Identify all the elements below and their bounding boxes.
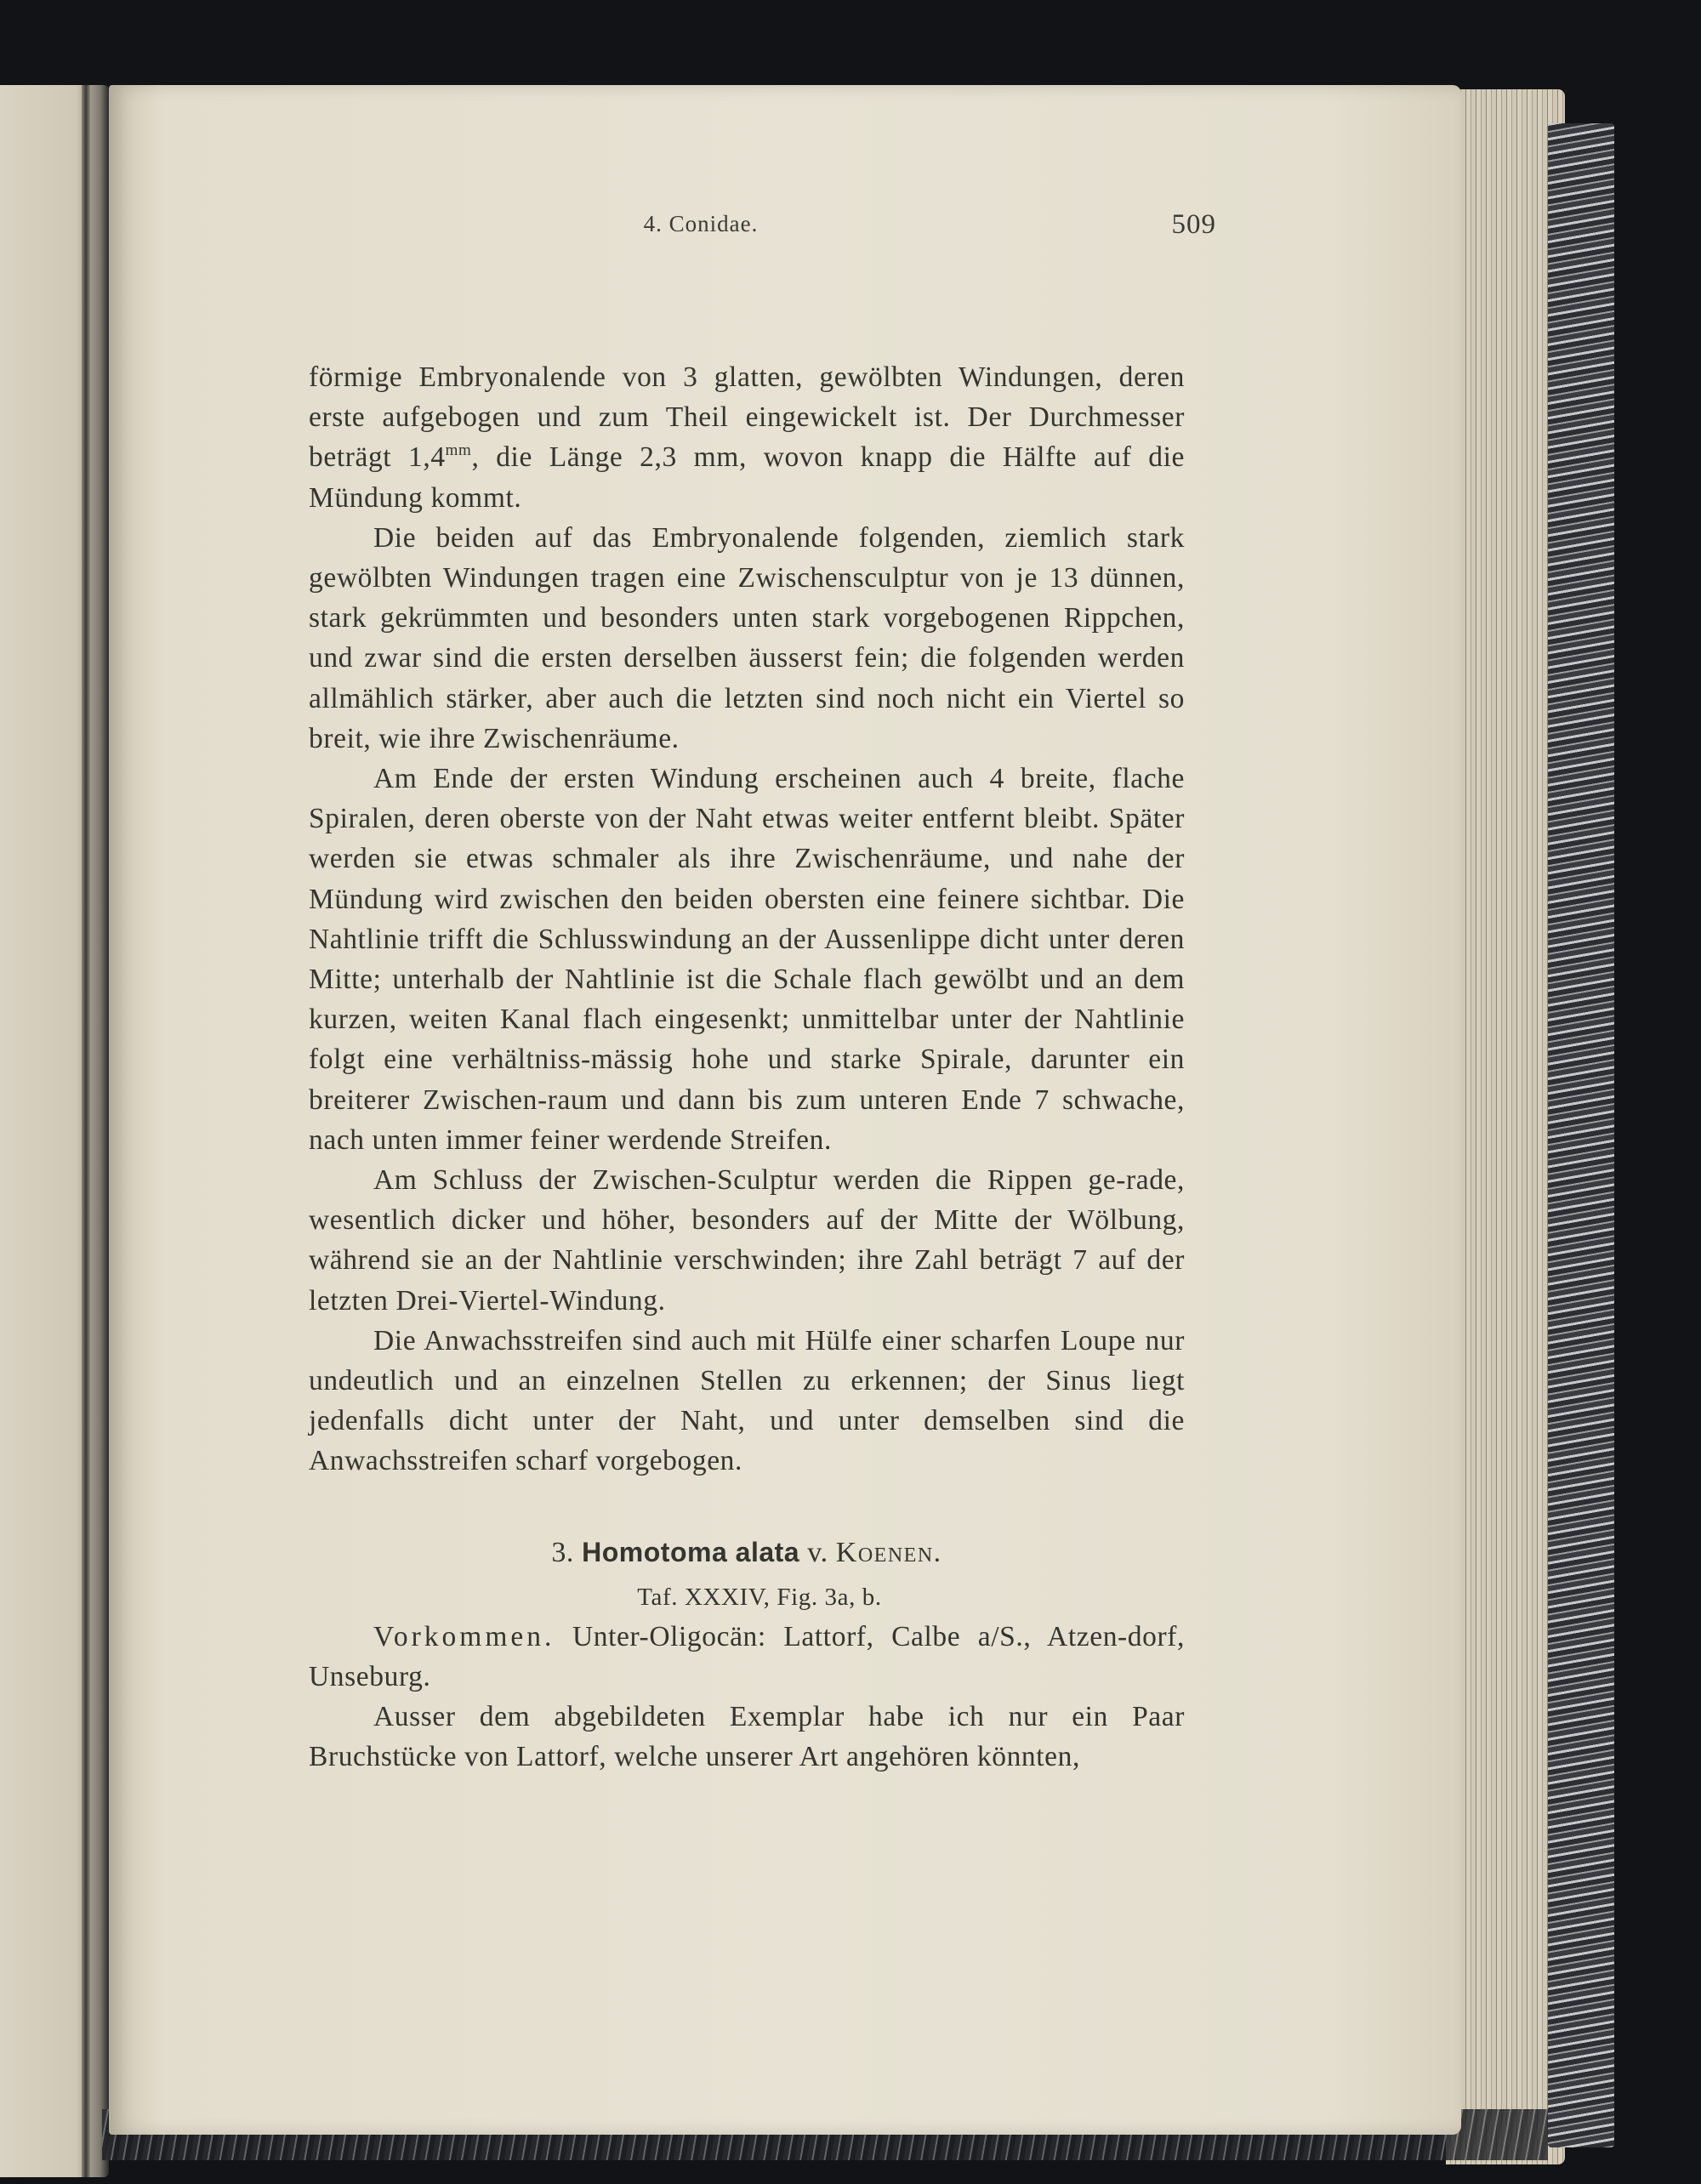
paragraph-3: Am Ende der ersten Windung erscheinen auch 4 breite, flache Spiralen, deren oberste von der Naht etwas weiter entfernt bleibt. Später werden sie etwas schmaler als ihre Zwischenräume, und nahe der Mündung wird zwischen den beiden obersten eine feinere sichtbar. Die Nahtlinie trifft die Schlusswindung an der Aussenlippe dicht unter deren Mitte; unterhalb der Nahtlinie ist die Schale flach gewölbt und an dem kurzen, weiten Kanal flach eingesenkt; unmittelbar unter der Nahtlinie folgt eine verhältniss-mässig hohe und starke Spirale, darunter ein breiterer Zwischen-raum und dann bis zum unteren Ende 7 schwache, nach unten immer feiner werdende Streifen. [309,763,1185,1156]
paragraph-2: Die beiden auf das Embryonalende folgenden, ziemlich stark gewölbten Windungen tragen eine Zwischensculptur von je 13 dünnen, stark gekrümmten und besonders unten stark vorgebogenen Rippchen, und zwar sind die ersten derselben äusserst fein; die folgenden werden allmählich stärker, aber auch die letzten sind noch nicht ein Viertel so breit, wie ihre Zwischenräume. [309,521,1185,754]
page-number: 509 [1171,209,1216,240]
marbled-cover-edge [1548,123,1614,2147]
paragraph-1-text-a: förmige Embryonalende von 3 glatten, gewölbten Windungen, deren erste aufgebogen und zum Theil eingewickelt ist. Der Durchmesser beträgt 1,4 [309,361,1185,474]
running-head [185,211,1216,245]
unit-superscript: mm [445,441,472,460]
section-title: 4. Conidae. [643,211,759,236]
author-prefix: v. [807,1536,828,1568]
page-stack-edge [1446,89,1565,2164]
paragraph-5: Die Anwachsstreifen sind auch mit Hülfe einer scharfen Loupe nur undeutlich und an einzelnen Stellen zu erkennen; der Sinus liegt jedenfalls dicht unter der Naht, und unter demselben sind die Anwachsstreifen scharf vorgebogen. [309,1324,1185,1477]
species-heading [309,1531,1185,1574]
page-body [309,357,1185,1777]
plate-reference: Taf. XXXIV, Fig. 3a, b. [637,1583,882,1611]
species-name: Homotoma alata [582,1536,800,1567]
paragraph-1 [309,357,1185,518]
species-author: Koenen. [835,1536,942,1568]
paragraph-1-text-b: , die Länge 2,3 mm, wovon knapp die Hälfte auf die Mündung kommt. [309,441,1185,514]
paragraph-last: Ausser dem abgebildeten Exemplar habe ich nur ein Paar Bruchstücke von Lattorf, welche unserer Art angehören könnten, [309,1701,1185,1773]
previous-page-edge [0,85,109,2177]
book-gutter [82,85,90,2177]
occurrence-text: Unter-Oligocän: Lattorf, Calbe a/S., Atzen-dorf, Unseburg. [309,1620,1185,1692]
occurrence-label: Vorkommen. [373,1620,555,1652]
paragraph-4: Am Schluss der Zwischen-Sculptur werden die Rippen ge-rade, wesentlich dicker und höher, besonders auf der Mitte der Wölbung, während sie an der Nahtlinie verschwinden; ihre Zahl beträgt 7 auf der letzten Drei-Viertel-Windung. [309,1164,1185,1317]
species-number: 3. [551,1536,575,1568]
occurrence-paragraph [309,1617,1185,1697]
